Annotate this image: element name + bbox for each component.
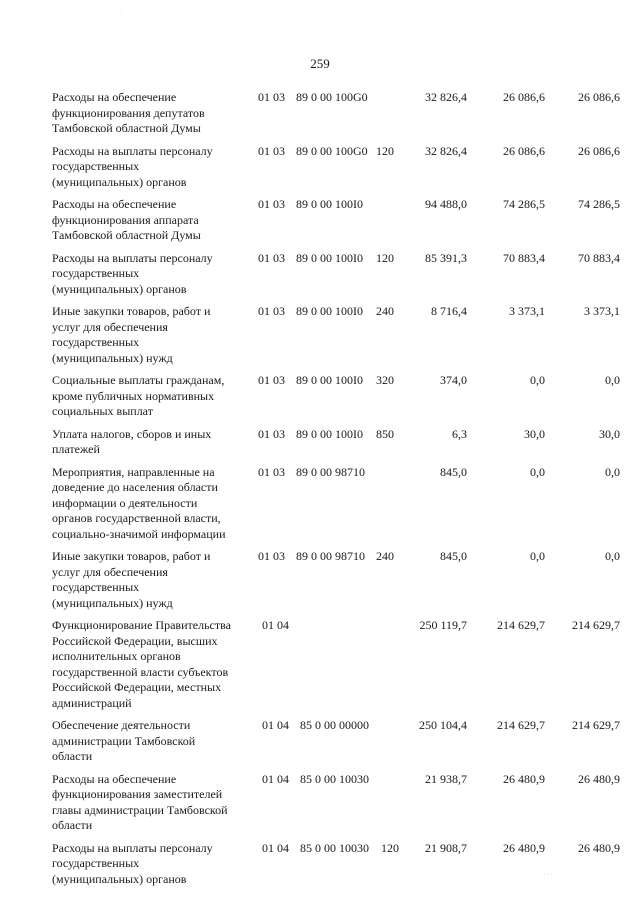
row-section-code: 01 03 (258, 304, 285, 318)
row-target-code: 85 0 00 10030 (300, 840, 369, 855)
budget-table (0, 90, 640, 894)
row-name-line: Социальные выплаты гражданам, (52, 373, 225, 387)
row-value-year3: 26 086,6 (578, 143, 620, 158)
table-row (0, 618, 640, 718)
row-name-line: (муниципальных) нужд (52, 350, 173, 365)
row-target-code: 89 0 00 100I0 (296, 426, 363, 441)
row-name (52, 90, 252, 137)
row-name-line: услуг для обеспечения (52, 319, 168, 334)
row-value-year1: 250 119,7 (419, 618, 467, 632)
row-name-line: услуг для обеспечения (52, 564, 168, 579)
row-name-line: исполнительных органов (52, 649, 181, 663)
table-row (0, 549, 640, 618)
row-value-year1: 374,0 (440, 373, 467, 387)
row-name-line: Мероприятия, направленные на (52, 464, 215, 479)
row-section-code: 01 04 (262, 618, 289, 632)
row-value-year2: 26 480,9 (503, 840, 545, 855)
row-value-year1: 250 104,4 (419, 718, 467, 732)
row-value-year3: 26 480,9 (578, 840, 620, 855)
row-section-code: 01 03 (258, 197, 285, 211)
row-name-line: Иные закупки товаров, работ и (52, 304, 211, 318)
row-target-code: 89 0 00 100I0 (296, 197, 363, 211)
row-value-year1: 32 826,4 (425, 90, 467, 104)
row-name-line: государственных (52, 580, 140, 594)
row-value-year3: 26 480,9 (578, 771, 620, 786)
row-value-year1: 21 938,7 (425, 771, 467, 786)
row-name (52, 772, 252, 834)
row-section-code: 01 03 (258, 373, 285, 387)
row-name-line: области (52, 749, 93, 763)
row-name-line: функционирования аппарата (52, 212, 199, 227)
row-name-line: социальных выплат (52, 404, 153, 418)
row-value-year2: 74 286,5 (503, 197, 545, 211)
row-section-code: 01 03 (258, 90, 285, 104)
row-value-year2: 0,0 (530, 373, 545, 387)
table-row (0, 373, 640, 427)
row-target-code: 85 0 00 00000 (300, 718, 369, 732)
row-kind-code: 240 (376, 549, 394, 563)
row-name-line: Тамбовской областной Думы (52, 121, 201, 135)
row-value-year3: 0,0 (605, 549, 620, 563)
row-value-year1: 845,0 (440, 464, 467, 479)
row-value-year2: 3 373,1 (509, 304, 545, 318)
scan-artifact: · · · · · (540, 872, 556, 878)
row-name-line: государственных (52, 266, 140, 280)
row-name-line: Расходы на выплаты персоналу (52, 840, 213, 855)
row-name-line: Обеспечение деятельности (52, 718, 191, 732)
table-row (0, 304, 640, 373)
table-row (0, 718, 640, 772)
row-name-line: администрации Тамбовской (52, 733, 196, 748)
row-target-code: 89 0 00 100G0 (296, 90, 368, 104)
row-value-year3: 214 629,7 (572, 618, 620, 632)
row-value-year1: 94 488,0 (425, 197, 467, 211)
table-row (0, 90, 640, 144)
table-row (0, 772, 640, 841)
scan-artifact: · (120, 8, 122, 14)
row-name-line: Тамбовской областной Думы (52, 228, 201, 242)
row-kind-code: 120 (376, 143, 394, 158)
row-section-code: 01 03 (258, 464, 285, 479)
row-value-year2: 26 480,9 (503, 771, 545, 786)
row-name (52, 718, 252, 765)
row-name-line: функционирования депутатов (52, 105, 205, 120)
row-target-code: 89 0 00 100G0 (296, 143, 368, 158)
row-target-code: 89 0 00 98710 (296, 464, 365, 479)
row-name-line: Расходы на выплаты персоналу (52, 143, 213, 158)
row-name-line: области (52, 818, 93, 832)
row-section-code: 01 03 (258, 250, 285, 265)
row-target-code: 85 0 00 10030 (300, 771, 369, 786)
row-value-year1: 6,3 (452, 426, 467, 441)
table-row (0, 427, 640, 465)
row-value-year2: 0,0 (530, 464, 545, 479)
row-name-line: Иные закупки товаров, работ и (52, 549, 211, 563)
row-value-year3: 0,0 (605, 373, 620, 387)
row-value-year3: 3 373,1 (584, 304, 620, 318)
row-value-year2: 0,0 (530, 549, 545, 563)
row-name (52, 841, 252, 888)
row-name-line: государственных (52, 159, 140, 173)
row-value-year1: 8 716,4 (431, 304, 467, 318)
row-name-line: информации о деятельности (52, 495, 198, 510)
row-name-line: (муниципальных) органов (52, 174, 187, 189)
table-row (0, 841, 640, 895)
row-value-year3: 26 086,6 (578, 90, 620, 104)
table-row (0, 197, 640, 251)
page-number: 259 (310, 56, 330, 71)
row-name-line: доведение до населения области (52, 480, 218, 494)
row-target-code: 89 0 00 100I0 (296, 373, 363, 387)
row-name-line: государственных (52, 856, 140, 870)
row-name-line: Российской Федерации, высших (52, 633, 218, 648)
table-row (0, 251, 640, 305)
row-value-year2: 30,0 (524, 426, 545, 441)
row-name (52, 465, 252, 543)
row-section-code: 01 03 (258, 426, 285, 441)
row-name-line: кроме публичных нормативных (52, 388, 215, 403)
row-name-line: Расходы на обеспечение (52, 197, 177, 211)
row-name-line: государственной власти субъектов (52, 664, 229, 679)
row-value-year2: 26 086,6 (503, 143, 545, 158)
row-value-year2: 70 883,4 (503, 250, 545, 265)
row-value-year2: 214 629,7 (497, 618, 545, 632)
row-value-year1: 21 908,7 (425, 840, 467, 855)
row-section-code: 01 04 (262, 718, 289, 732)
row-value-year1: 845,0 (440, 549, 467, 563)
row-name (52, 304, 252, 366)
row-name-line: (муниципальных) органов (52, 871, 187, 886)
row-name (52, 427, 252, 458)
row-name (52, 373, 252, 420)
row-value-year2: 214 629,7 (497, 718, 545, 732)
row-name (52, 549, 252, 611)
row-name-line: главы администрации Тамбовской (52, 802, 228, 817)
row-target-code: 89 0 00 98710 (296, 549, 365, 563)
row-name (52, 144, 252, 191)
row-value-year1: 32 826,4 (425, 143, 467, 158)
row-name-line: (муниципальных) органов (52, 281, 187, 296)
row-name-line: государственных (52, 335, 140, 349)
row-name-line: Расходы на выплаты персоналу (52, 250, 213, 265)
row-target-code: 89 0 00 100I0 (296, 250, 363, 265)
row-name-line: социально-значимой информации (52, 526, 226, 541)
row-name (52, 197, 252, 244)
row-value-year1: 85 391,3 (425, 250, 467, 265)
row-name-line: платежей (52, 442, 100, 456)
row-name-line: органов государственной власти, (52, 511, 221, 525)
row-name-line: (муниципальных) нужд (52, 595, 173, 610)
row-section-code: 01 04 (262, 771, 289, 786)
row-kind-code: 240 (376, 304, 394, 318)
row-value-year3: 74 286,5 (578, 197, 620, 211)
row-section-code: 01 03 (258, 549, 285, 563)
row-kind-code: 320 (376, 373, 394, 387)
row-kind-code: 850 (376, 426, 394, 441)
table-row (0, 465, 640, 550)
row-name (52, 251, 252, 298)
row-name-line: Расходы на обеспечение (52, 771, 177, 786)
row-section-code: 01 03 (258, 143, 285, 158)
row-kind-code: 120 (376, 250, 394, 265)
row-name-line: Расходы на обеспечение (52, 90, 177, 104)
row-name-line: Российской Федерации, местных (52, 680, 222, 694)
row-value-year3: 214 629,7 (572, 718, 620, 732)
row-kind-code: 120 (381, 840, 399, 855)
row-name (52, 618, 252, 711)
row-target-code: 89 0 00 100I0 (296, 304, 363, 318)
row-name-line: Уплата налогов, сборов и иных (52, 426, 212, 441)
row-value-year3: 30,0 (599, 426, 620, 441)
row-value-year3: 0,0 (605, 464, 620, 479)
row-name-line: Функционирование Правительства (52, 618, 231, 632)
row-name-line: функционирования заместителей (52, 787, 223, 801)
row-value-year3: 70 883,4 (578, 250, 620, 265)
row-section-code: 01 04 (262, 840, 289, 855)
row-name-line: администраций (52, 695, 132, 710)
table-row (0, 144, 640, 198)
row-value-year2: 26 086,6 (503, 90, 545, 104)
